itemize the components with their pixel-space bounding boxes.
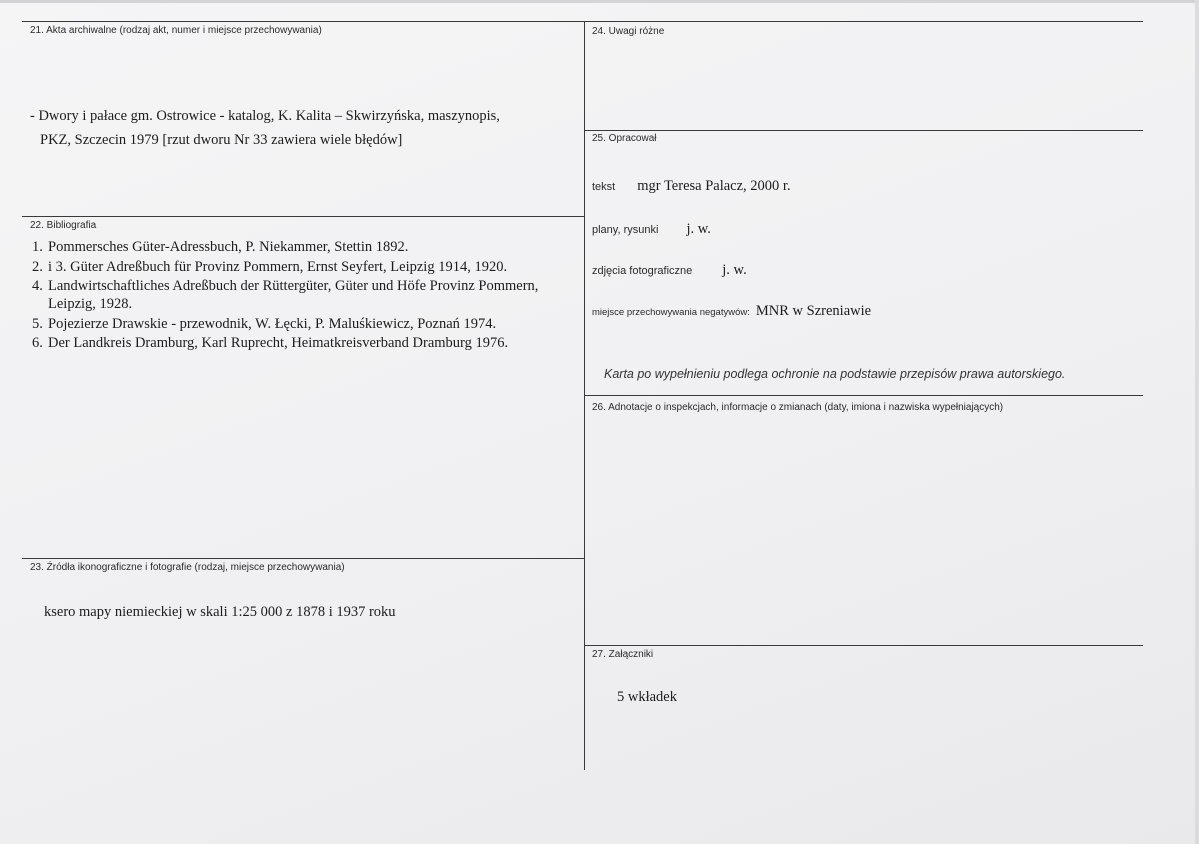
tekst-value: mgr Teresa Palacz, 2000 r. [637,178,791,194]
bibliography-number: 4. [32,278,43,294]
bibliography-text: i 3. Güter Adreßbuch für Provinz Pommern, Ernst Seyfert, Leipzig 1914, 1920. [48,258,508,275]
section-21-line-1: - Dwory i pałace gm. Ostrowice - katalog, K. Kalita – Skwirzyńska, maszynopis, [30,108,500,124]
bibliography-number: 2. [32,258,43,275]
list-item [32,277,582,313]
bibliography-text: Pojezierze Drawskie - przewodnik, W. Łęcki, P. Maluśkiewicz, Poznań 1974. [48,315,497,332]
copyright-note: Karta po wypełnieniu podlega ochronie na podstawie przepisów prawa autorskiego. [604,367,1066,381]
section-23-label: 23. Źródła ikonograficzne i fotografie (rodzaj, miejsce przechowywania) [30,562,345,573]
rule-25-26 [585,395,1143,396]
rule-22-23 [22,558,584,559]
section-25-label: 25. Opracował [592,133,657,144]
tekst-row [592,178,791,196]
plany-row [592,221,711,239]
section-22-label: 22. Bibliografia [30,220,97,231]
section-23-text: ksero mapy niemieckiej w skali 1:25 000 z 1878 i 1937 roku [44,604,396,620]
bibliography-number: 5. [32,315,43,332]
negatywy-label: miejsce przechowywania negatywów: [592,307,750,318]
section-27-text: 5 wkładek [617,689,677,705]
section-21-line-2: PKZ, Szczecin 1979 [rzut dworu Nr 33 zawiera wiele błędów] [40,132,403,148]
bibliography-number: 1. [32,239,43,255]
rule-26-27 [585,645,1143,646]
rule-21-22 [22,216,584,217]
zdjecia-row [592,262,747,280]
negatywy-value: MNR w Szreniawie [755,303,872,319]
tekst-label: tekst [592,181,616,193]
section-21-label: 21. Akta archiwalne (rodzaj akt, numer i miejsce przechowywania) [30,25,322,36]
zdjecia-label: zdjęcia fotograficzne [592,265,693,277]
paper-edge-right [1195,0,1199,844]
bibliography-text: Der Landkreis Dramburg, Karl Ruprecht, Heimatkreisverband Dramburg 1976. [48,335,509,351]
section-26-label: 26. Adnotacje o inspekcjach, informacje o zmianach (daty, imiona i nazwiska wypełniających) [592,402,1004,413]
bibliography-number: 6. [32,335,43,351]
list-item [32,238,582,256]
list-item [32,258,582,276]
bibliography-continuation: Leipzig, 1928. [48,296,133,312]
top-rule [22,21,1143,22]
section-27-label: 27. Załączniki [592,649,654,660]
negatywy-row [592,303,871,321]
list-item [32,334,582,352]
bibliography-text: Landwirtschaftliches Adreßbuch der Rüttergüter, Güter und Höfe Provinz Pommern, [48,278,539,294]
rule-24-25 [585,130,1143,131]
bibliography-text: Pommersches Güter-Adressbuch, P. Niekammer, Stettin 1892. [48,239,409,255]
paper-edge-top [0,0,1199,3]
section-24-label: 24. Uwagi różne [592,26,665,37]
plany-label: plany, rysunki [592,224,659,236]
plany-value: j. w. [686,221,711,237]
bibliography-list [32,238,582,354]
list-item [32,315,582,333]
zdjecia-value: j. w. [722,262,747,278]
